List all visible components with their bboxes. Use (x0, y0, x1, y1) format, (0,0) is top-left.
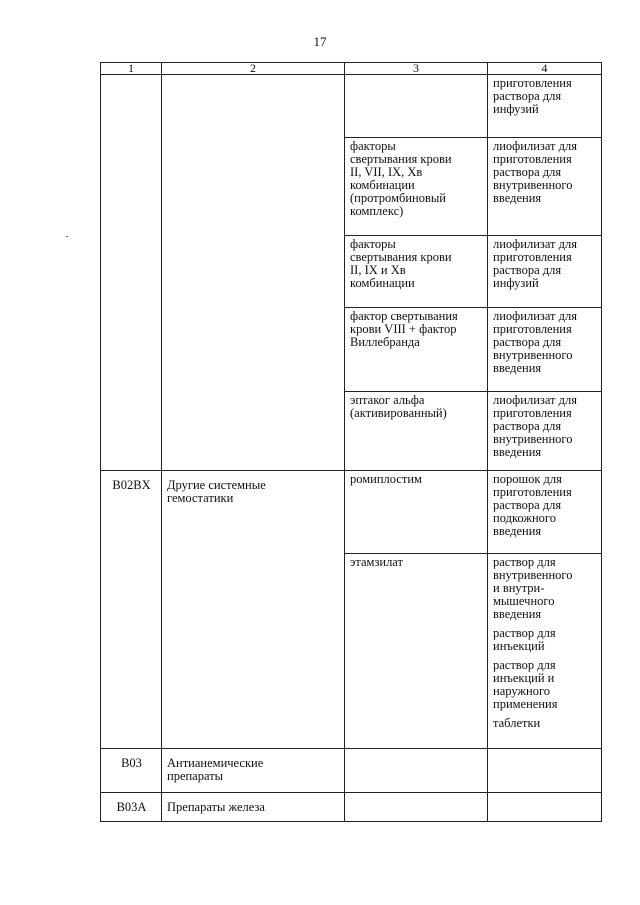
atc-code-cell: B03 (101, 749, 162, 793)
table-row (101, 749, 602, 793)
dosage-form-line: внутривенного (493, 348, 573, 362)
dosage-form (493, 627, 597, 653)
drug-name-cell (345, 471, 488, 554)
dosage-form (493, 77, 597, 116)
dosage-form-line: раствор для (493, 555, 556, 569)
dosage-form-line: раствора для (493, 263, 562, 277)
dosage-form-line: введения (493, 361, 542, 375)
page-number: 17 (313, 34, 327, 49)
dosage-form-line: и внутри- (493, 581, 545, 595)
group-name-cell (162, 793, 345, 822)
drug-name-line: свертывания крови (350, 152, 452, 166)
atc-code-cell: B02BX (101, 471, 162, 749)
drug-name-line: фактор свертывания (350, 309, 458, 323)
dosage-form (493, 394, 597, 459)
dosage-form (493, 717, 597, 730)
drug-name-line: факторы (350, 139, 396, 153)
dosage-form-line: порошок для (493, 472, 562, 486)
dosage-form-line: лиофилизат для (493, 309, 577, 323)
dosage-form-line: лиофилизат для (493, 393, 577, 407)
column-number-2: 2 (162, 63, 345, 75)
dosage-form-line: наружного (493, 684, 551, 698)
group-name-line: препараты (167, 769, 224, 783)
dosage-form-line: внутривенного (493, 178, 573, 192)
dosage-form-line: лиофилизат для (493, 139, 577, 153)
drug-name-cell (345, 392, 488, 471)
drug-name-line: II, VII, IX, Xв (350, 165, 423, 179)
dosage-form-line: введения (493, 524, 542, 538)
dosage-form-line: внутривенного (493, 432, 573, 446)
drug-name-cell (345, 749, 488, 793)
drug-name-line: факторы (350, 237, 396, 251)
dosage-form (493, 473, 597, 538)
drug-name-line: свертывания крови (350, 250, 452, 264)
drug-name-cell (345, 554, 488, 749)
drug-name-line: комбинации (350, 276, 415, 290)
drug-name-line: эптаког альфа (350, 393, 425, 407)
drug-name-line: (протромбиновый (350, 191, 446, 205)
atc-code-cell: B03A (101, 793, 162, 822)
drug-name-line: Виллебранда (350, 335, 420, 349)
group-name-line: гемостатики (167, 491, 234, 505)
dosage-form-cell (488, 75, 602, 138)
dosage-form-line: инфузий (493, 276, 539, 290)
dosage-form-line: введения (493, 191, 542, 205)
dosage-form-line: приготовления (493, 76, 572, 90)
column-number-1: 1 (101, 63, 162, 75)
dosage-form-cell (488, 793, 602, 822)
drug-name-line: (активированный) (350, 406, 447, 420)
drug-name-line: II, IX и Xв (350, 263, 406, 277)
dosage-form-line: приготовления (493, 485, 572, 499)
group-name-cell (162, 75, 345, 471)
dosage-form-line: применения (493, 697, 558, 711)
dosage-form (493, 238, 597, 290)
drug-name-line: комплекс) (350, 204, 404, 218)
dosage-form-line: приготовления (493, 250, 572, 264)
dosage-form (493, 659, 597, 711)
dosage-form-line: раствора для (493, 419, 562, 433)
dosage-form-line: раствора для (493, 335, 562, 349)
drug-name-line: ромиплостим (350, 472, 422, 486)
column-number-4: 4 (488, 63, 602, 75)
drug-name-cell (345, 138, 488, 236)
dosage-form-line: раствора для (493, 165, 562, 179)
group-name-cell (162, 749, 345, 793)
dosage-form-cell (488, 392, 602, 471)
dosage-form-line: подкожного (493, 511, 556, 525)
drug-name-cell (345, 308, 488, 392)
dosage-form-line: инъекций и (493, 671, 555, 685)
dosage-form-line: введения (493, 445, 542, 459)
table-row (101, 793, 602, 822)
dosage-form-line: мышечного (493, 594, 555, 608)
drug-name-line: крови VIII + фактор (350, 322, 457, 336)
drug-name-line: комбинации (350, 178, 415, 192)
dosage-form-line: приготовления (493, 406, 572, 420)
dosage-form-cell (488, 138, 602, 236)
dosage-form-line: раствор для (493, 626, 556, 640)
scan-mark (66, 236, 68, 237)
dosage-form-line: введения (493, 607, 542, 621)
dosage-form-line: приготовления (493, 152, 572, 166)
drug-name-cell (345, 236, 488, 308)
column-number-3: 3 (345, 63, 488, 75)
dosage-form-line: приготовления (493, 322, 572, 336)
dosage-form-cell (488, 308, 602, 392)
drug-name-cell (345, 793, 488, 822)
dosage-form-cell (488, 236, 602, 308)
dosage-form-line: раствора для (493, 89, 562, 103)
table-row (101, 75, 602, 138)
dosage-form-line: внутривенного (493, 568, 573, 582)
dosage-form-line: раствора для (493, 498, 562, 512)
dosage-form-line: таблетки (493, 716, 541, 730)
dosage-form-cell (488, 554, 602, 749)
dosage-form-line: инъекций (493, 639, 545, 653)
table-row (101, 471, 602, 554)
group-name-cell (162, 471, 345, 749)
group-name-line: Препараты железа (167, 800, 265, 814)
atc-code-cell (101, 75, 162, 471)
dosage-form-line: инфузий (493, 102, 539, 116)
dosage-form (493, 556, 597, 621)
header-row (101, 63, 602, 75)
dosage-form-cell (488, 749, 602, 793)
drug-name-line: этамзилат (350, 555, 403, 569)
dosage-form (493, 310, 597, 375)
dosage-form-line: раствор для (493, 658, 556, 672)
dosage-form-line: лиофилизат для (493, 237, 577, 251)
drug-classification-table (100, 62, 602, 822)
dosage-form (493, 140, 597, 205)
dosage-form-cell (488, 471, 602, 554)
group-name-line: Другие системные (167, 478, 266, 492)
group-name-line: Антианемические (167, 756, 264, 770)
drug-name-cell (345, 75, 488, 138)
